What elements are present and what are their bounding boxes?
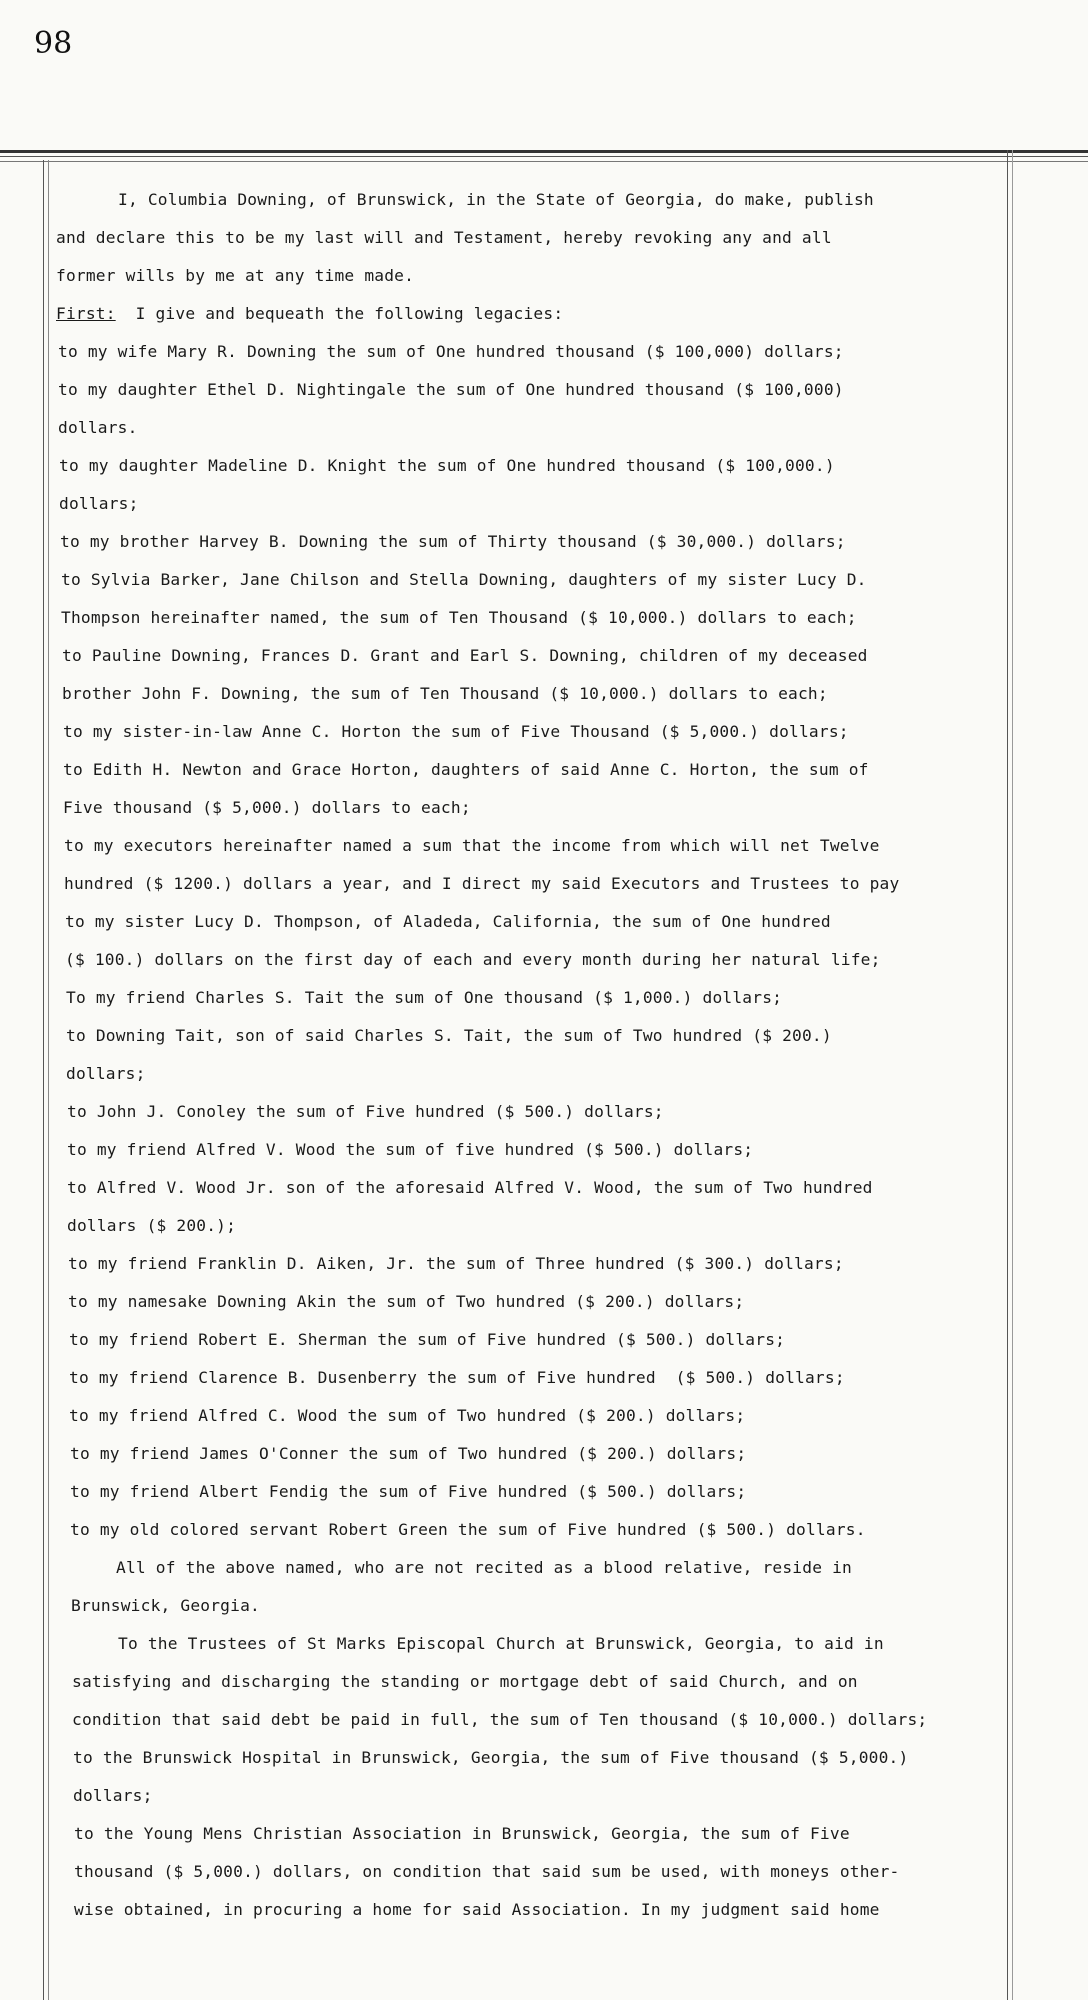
- text-line: former wills by me at any time made.: [56, 266, 415, 285]
- text-line: dollars;: [59, 494, 139, 513]
- text-line: condition that said debt be paid in full, the sum of Ten thousand ($ 10,000.) dollars;: [72, 1710, 928, 1729]
- text-line: ($ 100.) dollars on the first day of each and every month during her natural life;: [65, 950, 881, 969]
- text-line: dollars;: [66, 1064, 146, 1083]
- text-line: to my wife Mary R. Downing the sum of One hundred thousand ($ 100,000) dollars;: [58, 342, 844, 361]
- text-line: dollars ($ 200.);: [67, 1216, 237, 1235]
- text-line: Five thousand ($ 5,000.) dollars to each;: [63, 798, 471, 817]
- text-line: Brunswick, Georgia.: [71, 1596, 260, 1615]
- left-margin-line: [43, 160, 44, 2000]
- first-label: First:: [56, 304, 116, 323]
- text-line: I, Columbia Downing, of Brunswick, in the State of Georgia, do make, publish: [118, 190, 874, 209]
- text-line: I give and bequeath the following legacies:: [135, 304, 564, 323]
- text-line: to my sister-in-law Anne C. Horton the sum of Five Thousand ($ 5,000.) dollars;: [63, 722, 849, 741]
- text-line: to Pauline Downing, Frances D. Grant and Earl S. Downing, children of my deceased: [62, 646, 868, 665]
- text-line: wise obtained, in procuring a home for said Association. In my judgment said home: [74, 1900, 880, 1919]
- text-line: to my brother Harvey B. Downing the sum of Thirty thousand ($ 30,000.) dollars;: [60, 532, 846, 551]
- text-line: to my friend Franklin D. Aiken, Jr. the sum of Three hundred ($ 300.) dollars;: [68, 1254, 844, 1273]
- text-line: dollars.: [58, 418, 138, 437]
- text-line: to my old colored servant Robert Green the sum of Five hundred ($ 500.) dollars.: [70, 1520, 866, 1539]
- text-line: to my namesake Downing Akin the sum of Two hundred ($ 200.) dollars;: [68, 1292, 745, 1311]
- text-line: to my executors hereinafter named a sum that the income from which will net Twelve: [64, 836, 880, 855]
- text-line: thousand ($ 5,000.) dollars, on condition that said sum be used, with moneys other-: [74, 1862, 900, 1881]
- text-line: to Sylvia Barker, Jane Chilson and Stella Downing, daughters of my sister Lucy D.: [61, 570, 867, 589]
- page-number: 98: [34, 26, 73, 61]
- text-line-first: [56, 304, 563, 326]
- text-line: to my friend Robert E. Sherman the sum of Five hundred ($ 500.) dollars;: [69, 1330, 786, 1349]
- text-line: to Edith H. Newton and Grace Horton, daughters of said Anne C. Horton, the sum of: [63, 760, 869, 779]
- text-line: hundred ($ 1200.) dollars a year, and I direct my said Executors and Trustees to pay: [64, 874, 900, 893]
- text-line: to my daughter Ethel D. Nightingale the sum of One hundred thousand ($ 100,000): [58, 380, 844, 399]
- top-rule-thin-2: [0, 161, 1088, 162]
- right-margin-line-outer: [1012, 150, 1013, 2000]
- text-line: All of the above named, who are not recited as a blood relative, reside in: [116, 1558, 852, 1577]
- text-line: brother John F. Downing, the sum of Ten Thousand ($ 10,000.) dollars to each;: [62, 684, 828, 703]
- text-line: to my friend Alfred V. Wood the sum of five hundred ($ 500.) dollars;: [67, 1140, 754, 1159]
- text-line: dollars;: [73, 1786, 153, 1805]
- text-line: satisfying and discharging the standing or mortgage debt of said Church, and on: [72, 1672, 858, 1691]
- text-line: to my daughter Madeline D. Knight the sum of One hundred thousand ($ 100,000.): [59, 456, 835, 475]
- text-line: to my sister Lucy D. Thompson, of Aladeda, California, the sum of One hundred: [65, 912, 831, 931]
- top-rule-thin: [0, 156, 1088, 157]
- text-line: to Downing Tait, son of said Charles S. Tait, the sum of Two hundred ($ 200.): [66, 1026, 832, 1045]
- text-line: to the Brunswick Hospital in Brunswick, Georgia, the sum of Five thousand ($ 5,000.): [73, 1748, 909, 1767]
- top-rule: [0, 150, 1088, 153]
- right-margin-line: [1007, 150, 1008, 2000]
- text-line: and declare this to be my last will and Testament, hereby revoking any and all: [56, 228, 832, 247]
- text-line: To the Trustees of St Marks Episcopal Church at Brunswick, Georgia, to aid in: [118, 1634, 884, 1653]
- text-line: to the Young Mens Christian Association in Brunswick, Georgia, the sum of Five: [74, 1824, 850, 1843]
- text-line: to my friend Clarence B. Dusenberry the sum of Five hundred ($ 500.) dollars;: [69, 1368, 845, 1387]
- text-line: To my friend Charles S. Tait the sum of One thousand ($ 1,000.) dollars;: [66, 988, 783, 1007]
- text-line: to Alfred V. Wood Jr. son of the aforesaid Alfred V. Wood, the sum of Two hundred: [67, 1178, 873, 1197]
- text-line: to my friend Albert Fendig the sum of Five hundred ($ 500.) dollars;: [70, 1482, 747, 1501]
- text-line: to my friend Alfred C. Wood the sum of Two hundred ($ 200.) dollars;: [69, 1406, 746, 1425]
- text-line: to John J. Conoley the sum of Five hundred ($ 500.) dollars;: [67, 1102, 664, 1121]
- text-line: to my friend James O'Conner the sum of Two hundred ($ 200.) dollars;: [70, 1444, 747, 1463]
- left-margin-line-inner: [48, 160, 49, 2000]
- text-line: Thompson hereinafter named, the sum of Ten Thousand ($ 10,000.) dollars to each;: [61, 608, 857, 627]
